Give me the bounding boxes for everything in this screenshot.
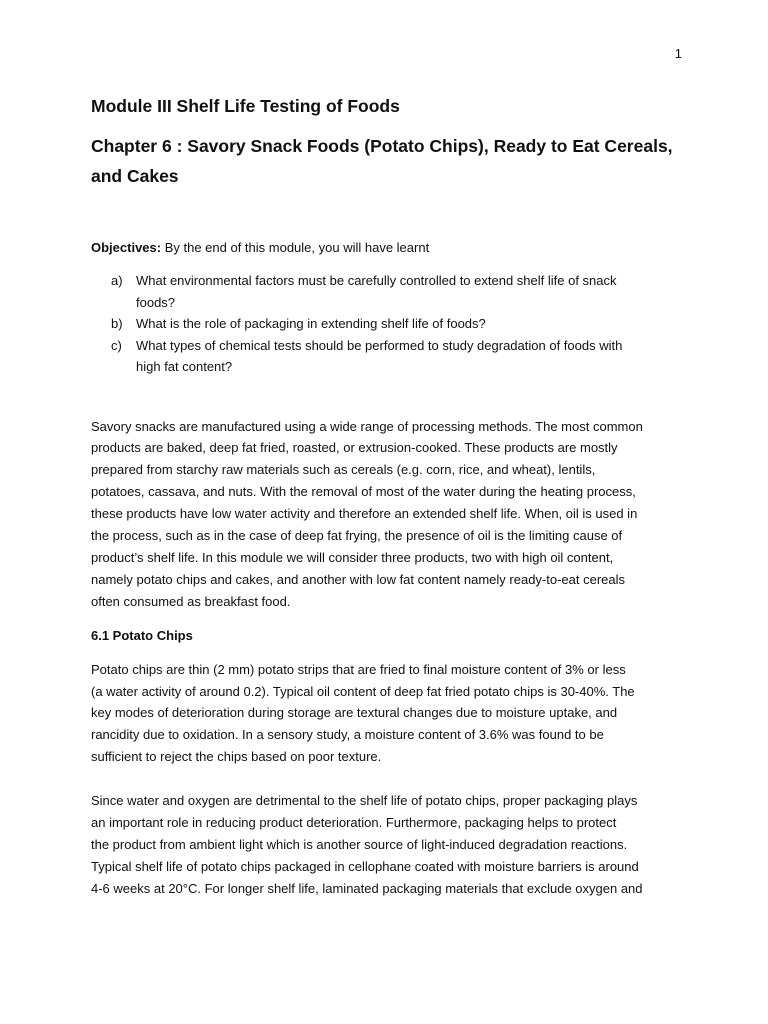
objectives-intro-text: By the end of this module, you will have learnt — [161, 240, 430, 255]
text-line: products are baked, deep fat fried, roasted, or extrusion-cooked. These products are mostly — [91, 440, 618, 456]
objective-item-a — [91, 270, 681, 313]
text-line: Since water and oxygen are detrimental to the shelf life of potato chips, proper packaging plays — [91, 793, 638, 809]
objective-marker: c) — [111, 337, 122, 353]
chapter-title-line-2: and Cakes — [91, 166, 179, 186]
text-line: Savory snacks are manufactured using a wide range of processing methods. The most common — [91, 418, 643, 434]
objective-text-line: What types of chemical tests should be performed to study degradation of foods with — [136, 337, 623, 353]
text-line: the product from ambient light which is another source of light-induced degradation reactions. — [91, 837, 628, 852]
section-heading-potato-chips: 6.1 Potato Chips — [91, 627, 193, 643]
objectives-label: Objectives: — [91, 240, 162, 255]
text-line: Potato chips are thin (2 mm) potato strips that are fried to final moisture content of 3% or less — [91, 661, 626, 677]
text-line: prepared from starchy raw materials such as cereals (e.g. corn, rice, and wheat), lentils, — [91, 462, 596, 478]
text-line: often consumed as breakfast food. — [91, 593, 291, 609]
objective-item-c — [91, 335, 681, 378]
paragraph-savory-snacks — [91, 416, 681, 613]
paragraph-packaging — [91, 790, 681, 900]
text-line: these products have low water activity and therefore an extended shelf life. When, oil is used in — [91, 506, 638, 522]
text-line: the process, such as in the case of deep fat frying, the presence of oil is the limiting cause of — [91, 528, 623, 544]
text-line: namely potato chips and cakes, and another with low fat content namely ready-to-eat cereals — [91, 571, 626, 587]
text-line: product’s shelf life. In this module we will consider three products, two with high oil content, — [91, 549, 614, 565]
chapter-title-line-1: Chapter 6 : Savory Snack Foods (Potato Chips), Ready to Eat Cereals, — [91, 136, 673, 156]
objective-text-line: high fat content? — [136, 359, 233, 374]
module-title: Module III Shelf Life Testing of Foods — [91, 96, 400, 116]
text-line: 4-6 weeks at 20°C. For longer shelf life, laminated packaging materials that exclude oxygen and — [91, 880, 643, 896]
chapter-title — [91, 131, 681, 191]
objective-text-line: foods? — [136, 294, 176, 310]
text-line: rancidity due to oxidation. In a sensory study, a moisture content of 3.6% was found to be — [91, 727, 604, 743]
text-line: (a water activity of around 0.2). Typical oil content of deep fat fried potato chips is 30-40%. The — [91, 683, 635, 699]
page-content — [91, 94, 681, 900]
text-line: potatoes, cassava, and nuts. With the removal of most of the water during the heating process, — [91, 484, 636, 500]
page-number: 1 — [674, 46, 682, 61]
objective-marker: b) — [111, 316, 123, 331]
objective-marker: a) — [111, 273, 123, 288]
text-line: sufficient to reject the chips based on poor texture. — [91, 749, 382, 765]
text-line: an important role in reducing product deterioration. Furthermore, packaging helps to protect — [91, 815, 617, 831]
objective-text-line: What environmental factors must be carefully controlled to extend shelf life of snack — [136, 273, 617, 288]
objective-item-b — [91, 313, 681, 335]
text-line: Typical shelf life of potato chips packaged in cellophane coated with moisture barriers is around — [91, 858, 639, 874]
text-line: key modes of deterioration during storage are textural changes due to moisture uptake, and — [91, 705, 618, 721]
objectives-list — [91, 270, 681, 378]
objectives-intro — [91, 237, 681, 259]
paragraph-potato-chips — [91, 659, 681, 769]
objective-text-line: What is the role of packaging in extending shelf life of foods? — [136, 316, 486, 331]
